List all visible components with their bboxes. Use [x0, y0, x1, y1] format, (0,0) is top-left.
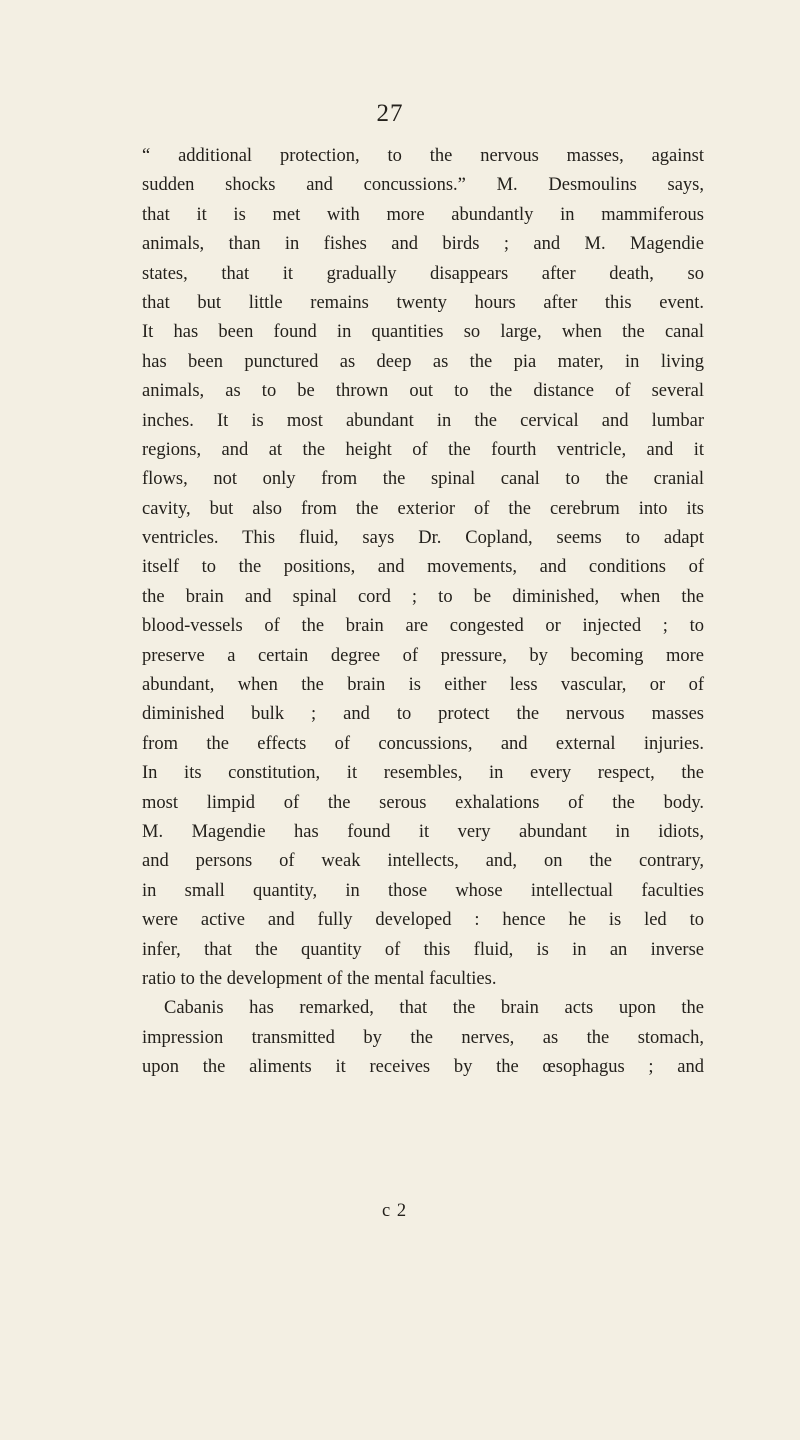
text-line: ratio to the development of the mental faculties. [142, 968, 497, 989]
text-line: animals, than in fishes and birds ; and M. Magendie [142, 234, 704, 255]
text-line: that but little remains twenty hours after this event. [142, 292, 704, 313]
text-line: upon the aliments it receives by the œsophagus ; and [142, 1057, 704, 1078]
text-line: were active and fully developed : hence he is led to [142, 910, 704, 931]
page-number: 27 [376, 100, 404, 127]
text-line: that it is met with more abundantly in mammiferous [142, 204, 704, 225]
text-line: M. Magendie has found it very abundant in idiots, [142, 821, 704, 842]
text-line: infer, that the quantity of this fluid, is in an inverse [142, 939, 704, 960]
text-line: ventricles. This fluid, says Dr. Copland, seems to adapt [142, 528, 704, 549]
text-line: states, that it gradually disappears after death, so [142, 263, 704, 284]
text-line: in small quantity, in those whose intellectual faculties [142, 880, 704, 901]
text-line: most limpid of the serous exhalations of the body. [142, 792, 704, 813]
body-text [142, 142, 704, 1083]
text-line: flows, not only from the spinal canal to the cranial [142, 469, 704, 490]
text-line: sudden shocks and concussions.” M. Desmoulins says, [142, 175, 704, 196]
text-line: itself to the positions, and movements, and conditions of [142, 557, 704, 578]
text-line: In its constitution, it resembles, in every respect, the [142, 763, 704, 784]
text-line: and persons of weak intellects, and, on the contrary, [142, 851, 704, 872]
text-line: inches. It is most abundant in the cervical and lumbar [142, 410, 704, 431]
text-line: has been punctured as deep as the pia mater, in living [142, 351, 704, 372]
text-line: diminished bulk ; and to protect the nervous masses [142, 704, 704, 725]
text-line: regions, and at the height of the fourth ventricle, and it [142, 439, 704, 460]
text-line: It has been found in quantities so large, when the canal [142, 322, 704, 343]
text-line: abundant, when the brain is either less vascular, or of [142, 675, 704, 696]
signature-mark: c 2 [382, 1201, 408, 1221]
text-line: from the effects of concussions, and external injuries. [142, 733, 704, 754]
text-line: preserve a certain degree of pressure, by becoming more [142, 645, 704, 666]
text-line: cavity, but also from the exterior of the cerebrum into its [142, 498, 704, 519]
text-line: animals, as to be thrown out to the distance of several [142, 381, 704, 402]
text-line: impression transmitted by the nerves, as the stomach, [142, 1027, 704, 1048]
text-line: “ additional protection, to the nervous masses, against [142, 146, 704, 166]
text-line: the brain and spinal cord ; to be diminished, when the [142, 586, 704, 607]
text-line: Cabanis has remarked, that the brain acts upon the [164, 998, 704, 1019]
text-line: blood-vessels of the brain are congested or injected ; to [142, 616, 704, 637]
